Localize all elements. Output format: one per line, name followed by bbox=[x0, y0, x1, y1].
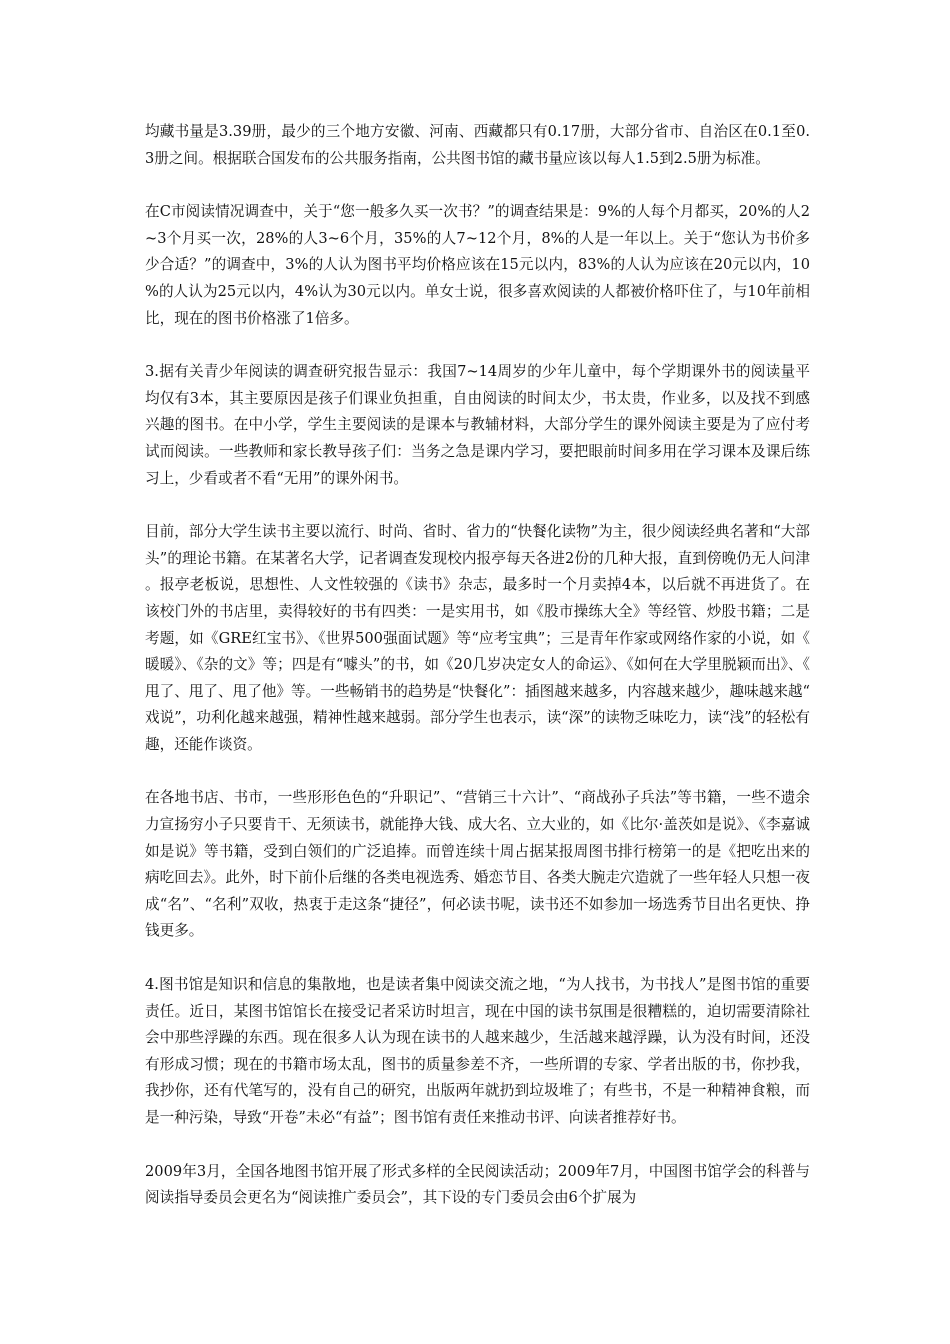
paragraph-college-reading: 目前，部分大学生读书主要以流行、时尚、省时、省力的“快餐化读物”为主，很少阅读经典名著和“大部头”的理论书籍。在某著名大学，记者调查发现校内报亭每天各进2份的几种大报，直到傍晚仍无人问津。报亭老板说，思想性、人文性较强的《读书》杂志，最多时一个月卖掉4本，以后就不再进货了。在该校门外的书店里，卖得较好的书有四类：一是实用书，如《股市操练大全》等经管、炒股书籍；二是考题，如《GRE红宝书》、《世界500强面试题》等“应考宝典”；三是青年作家或网络作家的小说，如《暖暖》、《杂的文》等；四是有“噱头”的书，如《20几岁决定女人的命运》、《如何在大学里脱颖而出》、《甩了、甩了、甩了他》等。一些畅销书的趋势是“快餐化”：插图越来越多，内容越来越少，趣味越来越“戏说”，功利化越来越强，精神性越来越弱。部分学生也表示，读“深”的读物乏味吃力，读“浅”的轻松有趣，还能作谈资。 bbox=[145, 523, 810, 753]
paragraph-youth-reading-report: 3.据有关青少年阅读的调查研究报告显示：我国7~14周岁的少年儿童中，每个学期课外书的阅读量平均仅有3本，其主要原因是孩子们课业负担重，自由阅读的时间太少，书太贵，作业多，以及找不到感兴趣的图书。在中小学，学生主要阅读的是课本与教辅材料，大部分学生的课外阅读主要是为了应付考试而阅读。一些教师和家长教导孩子们：当务之急是课内学习，要把眼前时间多用在学习课本及课后练习上，少看或者不看“无用”的课外闲书。 bbox=[145, 363, 810, 487]
paragraph-library-holdings: 均藏书量是3.39册，最少的三个地方安徽、河南、西藏都只有0.17册，大部分省市、自治区在0.1至0.3册之间。根据联合国发布的公共服务指南，公共图书馆的藏书量应该以每人1.5到2.5册为标准。 bbox=[145, 123, 810, 167]
paragraph-book-buying-survey: 在C市阅读情况调查中，关于“您一般多久买一次书？”的调查结果是：9%的人每个月都买，20%的人2~3个月买一次，28%的人3~6个月，35%的人7~12个月，8%的人是一年以上。关于“您认为书价多少合适？”的调查中，3%的人认为图书平均价格应该在15元以内，83%的人认为应该在20元以内，10%的人认为25元以内，4%认为30元以内。单女士说，很多喜欢阅读的人都被价格吓住了，与10年前相比，现在的图书价格涨了1倍多。 bbox=[145, 203, 810, 327]
paragraph-reading-activities-2009: 2009年3月，全国各地图书馆开展了形式多样的全民阅读活动；2009年7月，中国图书馆学会的科普与阅读指导委员会更名为“阅读推广委员会”，其下设的专门委员会由6个扩展为 bbox=[145, 1162, 810, 1207]
paragraph-library-responsibility: 4.图书馆是知识和信息的集散地，也是读者集中阅读交流之地，“为人找书，为书找人”是图书馆的重要责任。近日，某图书馆馆长在接受记者采访时坦言，现在中国的读书氛围是很糟糕的，迫切需要清除社会中那些浮躁的东西。现在很多人认为现在读书的人越来越少，生活越来越浮躁，认为没有时间，还没有形成习惯；现在的书籍市场太乱，图书的质量参差不齐，一些所谓的专家、学者出版的书，你抄我，我抄你，还有代笔写的，没有自己的研究，出版两年就扔到垃圾堆了；有些书，不是一种精神食粮，而是一种污染，导致“开卷”未必“有益”；图书馆有责任来推动书评、向读者推荐好书。 bbox=[145, 976, 810, 1126]
document-body bbox=[145, 119, 810, 1239]
paragraph-bookstore-trends: 在各地书店、书市，一些形形色色的“升职记”、“营销三十六计”、“商战孙子兵法”等书籍，一些不遗余力宣扬穷小子只要肯干、无须读书，就能挣大钱、成大名、立大业的，如《比尔·盖茨如是说》、《李嘉诚如是说》等书籍，受到白领们的广泛追捧。而曾连续十周占据某报周图书排行榜第一的是《把吃出来的病吃回去》。此外，时下前仆后继的各类电视选秀、婚恋节目、各类大腕走穴造就了一些年轻人只想一夜成“名”、“名利”双收，热衷于走这条“捷径”，何必读书呢，读书还不如参加一场选秀节目出名更快、挣钱更多。 bbox=[145, 789, 810, 940]
